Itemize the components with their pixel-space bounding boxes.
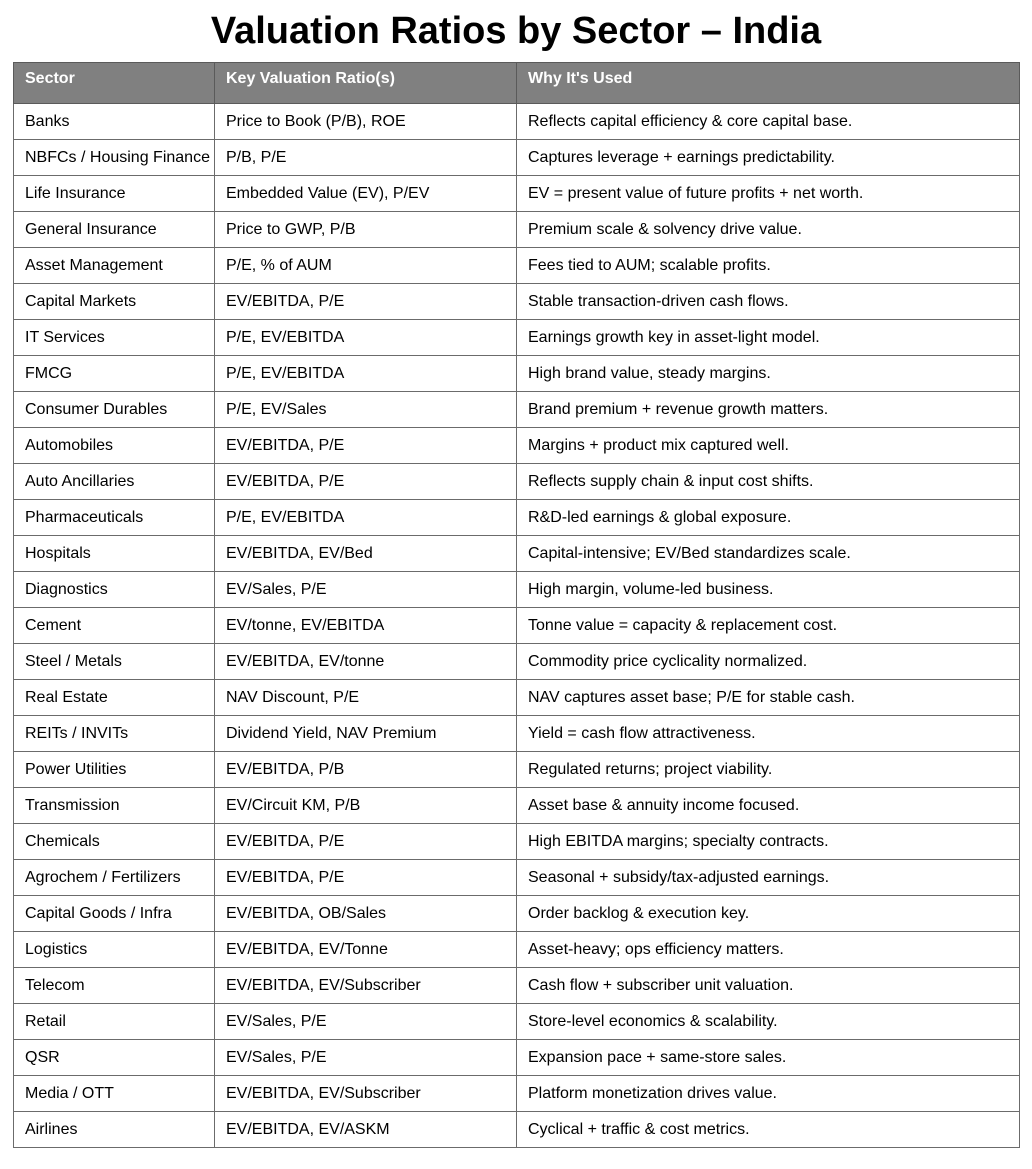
sector-cell: Pharmaceuticals (14, 500, 215, 536)
valuation-ratios-table (13, 62, 1020, 1148)
reason-cell: Brand premium + revenue growth matters. (517, 392, 1020, 428)
table-row (14, 968, 1020, 1004)
reason-cell: Cyclical + traffic & cost metrics. (517, 1112, 1020, 1148)
sector-cell: Auto Ancillaries (14, 464, 215, 500)
key-ratio-cell: EV/EBITDA, EV/Subscriber (215, 968, 517, 1004)
key-ratio-cell: P/E, EV/Sales (215, 392, 517, 428)
reason-cell: NAV captures asset base; P/E for stable cash. (517, 680, 1020, 716)
key-ratio-cell: EV/Sales, P/E (215, 1040, 517, 1076)
table-row (14, 248, 1020, 284)
reason-cell: Cash flow + subscriber unit valuation. (517, 968, 1020, 1004)
sector-cell: Asset Management (14, 248, 215, 284)
key-ratio-cell: P/E, EV/EBITDA (215, 356, 517, 392)
table-row (14, 824, 1020, 860)
table-row (14, 572, 1020, 608)
reason-cell: Platform monetization drives value. (517, 1076, 1020, 1112)
key-ratio-cell: EV/EBITDA, P/E (215, 284, 517, 320)
reason-cell: Regulated returns; project viability. (517, 752, 1020, 788)
reason-cell: Expansion pace + same-store sales. (517, 1040, 1020, 1076)
key-ratio-cell: EV/Sales, P/E (215, 572, 517, 608)
key-ratio-cell: EV/EBITDA, OB/Sales (215, 896, 517, 932)
key-ratio-cell: EV/EBITDA, EV/tonne (215, 644, 517, 680)
key-ratio-cell: EV/EBITDA, EV/Subscriber (215, 1076, 517, 1112)
table-row (14, 392, 1020, 428)
key-ratio-cell: P/E, EV/EBITDA (215, 500, 517, 536)
sector-cell: Media / OTT (14, 1076, 215, 1112)
reason-cell: Earnings growth key in asset-light model. (517, 320, 1020, 356)
table-row (14, 356, 1020, 392)
page-title: Valuation Ratios by Sector – India (210, 10, 822, 52)
reason-cell: Capital-intensive; EV/Bed standardizes scale. (517, 536, 1020, 572)
table-row (14, 932, 1020, 968)
sector-cell: NBFCs / Housing Finance (14, 140, 215, 176)
sector-cell: Transmission (14, 788, 215, 824)
reason-cell: Stable transaction-driven cash flows. (517, 284, 1020, 320)
sector-cell: Life Insurance (14, 176, 215, 212)
table-row (14, 140, 1020, 176)
table-row (14, 500, 1020, 536)
sector-cell: QSR (14, 1040, 215, 1076)
key-ratio-cell: EV/EBITDA, EV/Bed (215, 536, 517, 572)
key-ratio-cell: Dividend Yield, NAV Premium (215, 716, 517, 752)
sector-cell: Consumer Durables (14, 392, 215, 428)
reason-cell: Asset-heavy; ops efficiency matters. (517, 932, 1020, 968)
table-row (14, 896, 1020, 932)
table-row (14, 212, 1020, 248)
table-header (14, 63, 1020, 104)
sector-cell: General Insurance (14, 212, 215, 248)
table-row (14, 1076, 1020, 1112)
column-header-sector: Sector (14, 63, 215, 104)
reason-cell: High brand value, steady margins. (517, 356, 1020, 392)
key-ratio-cell: EV/EBITDA, P/E (215, 428, 517, 464)
table-row (14, 1004, 1020, 1040)
key-ratio-cell: Price to Book (P/B), ROE (215, 104, 517, 140)
table-row (14, 104, 1020, 140)
key-ratio-cell: NAV Discount, P/E (215, 680, 517, 716)
table-row (14, 428, 1020, 464)
reason-cell: Store-level economics & scalability. (517, 1004, 1020, 1040)
reason-cell: EV = present value of future profits + net worth. (517, 176, 1020, 212)
reason-cell: Fees tied to AUM; scalable profits. (517, 248, 1020, 284)
key-ratio-cell: EV/tonne, EV/EBITDA (215, 608, 517, 644)
sector-cell: Real Estate (14, 680, 215, 716)
table-row (14, 464, 1020, 500)
key-ratio-cell: EV/Sales, P/E (215, 1004, 517, 1040)
reason-cell: Yield = cash flow attractiveness. (517, 716, 1020, 752)
key-ratio-cell: EV/EBITDA, EV/Tonne (215, 932, 517, 968)
reason-cell: Seasonal + subsidy/tax-adjusted earnings. (517, 860, 1020, 896)
table-row (14, 1040, 1020, 1076)
reason-cell: Tonne value = capacity & replacement cost. (517, 608, 1020, 644)
key-ratio-cell: EV/EBITDA, P/E (215, 860, 517, 896)
sector-cell: Logistics (14, 932, 215, 968)
table-row (14, 320, 1020, 356)
sector-cell: Banks (14, 104, 215, 140)
column-header-why-used: Why It's Used (517, 63, 1020, 104)
sector-cell: Telecom (14, 968, 215, 1004)
table-row (14, 860, 1020, 896)
sector-cell: Diagnostics (14, 572, 215, 608)
reason-cell: Premium scale & solvency drive value. (517, 212, 1020, 248)
reason-cell: Order backlog & execution key. (517, 896, 1020, 932)
sector-cell: Capital Markets (14, 284, 215, 320)
reason-cell: Captures leverage + earnings predictability. (517, 140, 1020, 176)
reason-cell: R&D-led earnings & global exposure. (517, 500, 1020, 536)
sector-cell: Hospitals (14, 536, 215, 572)
sector-cell: Automobiles (14, 428, 215, 464)
sector-cell: Power Utilities (14, 752, 215, 788)
column-header-key-ratios: Key Valuation Ratio(s) (215, 63, 517, 104)
reason-cell: Reflects supply chain & input cost shifts. (517, 464, 1020, 500)
table-body (14, 104, 1020, 1148)
table-row (14, 1112, 1020, 1148)
key-ratio-cell: Price to GWP, P/B (215, 212, 517, 248)
reason-cell: Margins + product mix captured well. (517, 428, 1020, 464)
table-row (14, 788, 1020, 824)
reason-cell: Reflects capital efficiency & core capital base. (517, 104, 1020, 140)
sector-cell: Cement (14, 608, 215, 644)
key-ratio-cell: P/E, % of AUM (215, 248, 517, 284)
key-ratio-cell: EV/Circuit KM, P/B (215, 788, 517, 824)
table-row (14, 284, 1020, 320)
reason-cell: High margin, volume-led business. (517, 572, 1020, 608)
table-row (14, 536, 1020, 572)
key-ratio-cell: EV/EBITDA, P/E (215, 464, 517, 500)
table-row (14, 176, 1020, 212)
reason-cell: Asset base & annuity income focused. (517, 788, 1020, 824)
table-row (14, 644, 1020, 680)
sector-cell: REITs / INVITs (14, 716, 215, 752)
table-row (14, 680, 1020, 716)
sector-cell: Capital Goods / Infra (14, 896, 215, 932)
sector-cell: IT Services (14, 320, 215, 356)
header-row (14, 63, 1020, 104)
reason-cell: High EBITDA margins; specialty contracts. (517, 824, 1020, 860)
sector-cell: Retail (14, 1004, 215, 1040)
key-ratio-cell: P/B, P/E (215, 140, 517, 176)
key-ratio-cell: EV/EBITDA, P/E (215, 824, 517, 860)
sector-cell: Steel / Metals (14, 644, 215, 680)
key-ratio-cell: EV/EBITDA, EV/ASKM (215, 1112, 517, 1148)
sector-cell: Chemicals (14, 824, 215, 860)
reason-cell: Commodity price cyclicality normalized. (517, 644, 1020, 680)
key-ratio-cell: P/E, EV/EBITDA (215, 320, 517, 356)
table-row (14, 608, 1020, 644)
sector-cell: Airlines (14, 1112, 215, 1148)
table-row (14, 716, 1020, 752)
sector-cell: FMCG (14, 356, 215, 392)
table-row (14, 752, 1020, 788)
key-ratio-cell: Embedded Value (EV), P/EV (215, 176, 517, 212)
key-ratio-cell: EV/EBITDA, P/B (215, 752, 517, 788)
sector-cell: Agrochem / Fertilizers (14, 860, 215, 896)
